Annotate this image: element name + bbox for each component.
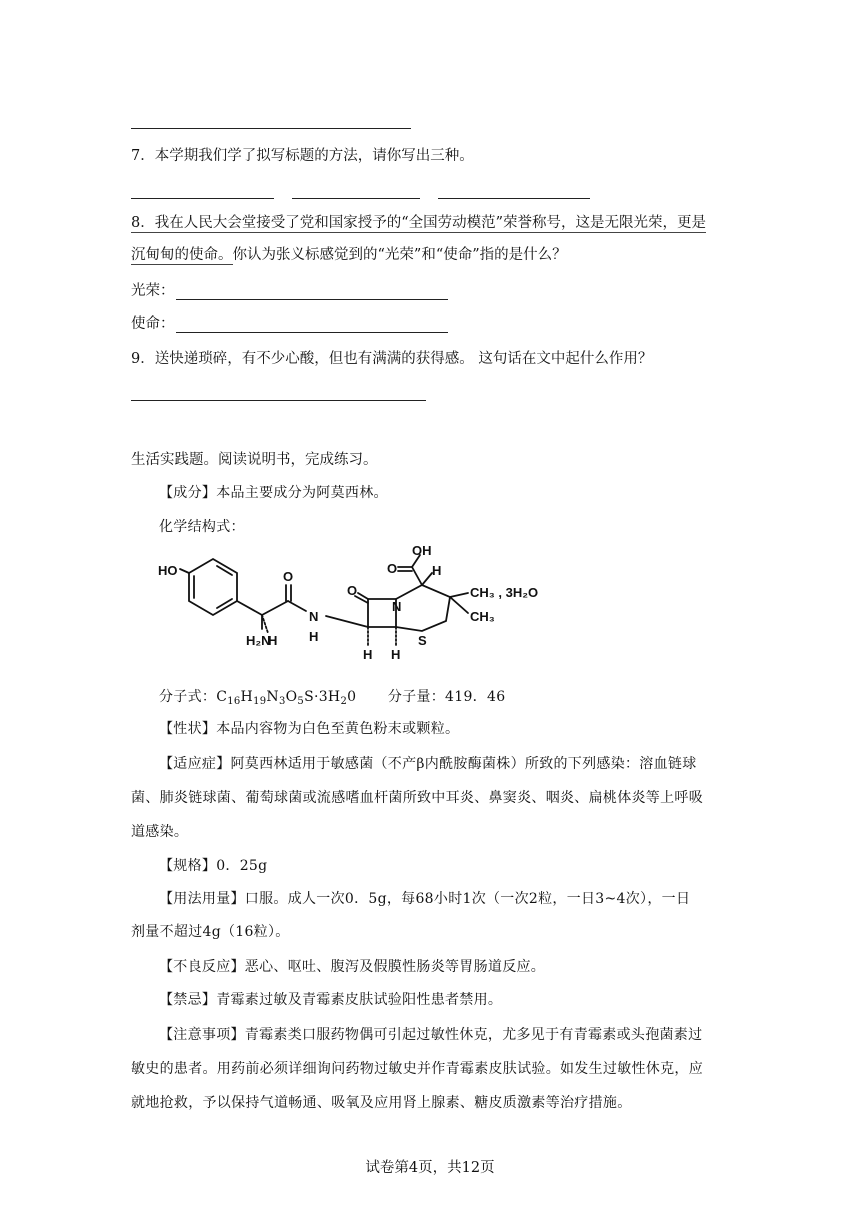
question-8-prompt: 你认为张义标感觉到的“光荣”和“使命”指的是什么？ [232,247,567,263]
bond-carbonyl-n [288,601,306,611]
answer-line-glory [176,298,448,300]
leaflet-spec: 【规格】0．25g [159,858,268,874]
atom-o-lactam: O [347,583,358,598]
leaflet-dosage-1: 【用法用量】口服。成人一次0．5g，每68小时1次（一次2粒，一日3~4次），一日 [159,891,691,907]
leaflet-indications-2: 菌、肺炎链球菌、葡萄球菌或流感嗜血杆菌所致中耳炎、鼻窦炎、咽炎、扁桃体炎等上呼吸 [131,790,703,806]
atom-h-c5: H [391,647,401,662]
atom-n-amide: N [309,609,319,624]
leaflet-notes-1: 【注意事项】青霉素类口服药物偶可引起过敏性休克，尤多见于有青霉素或头孢菌素过 [159,1027,703,1043]
answer-line-q6 [131,127,411,129]
molecular-weight: 分子量：419．46 [387,689,506,705]
bond-c3-h [422,573,432,585]
glory-label: 光荣： [131,283,175,299]
benzene-inner-bond-2 [217,599,232,608]
atom-ch3-hydrate: CH₃ , 3H₂O [470,585,539,600]
leaflet-indications-3: 道感染。 [131,824,189,840]
leaflet-indications-1: 【适应症】阿莫西林适用于敏感菌（不产β内酰胺酶菌株）所致的下列感染：溶血链球 [159,756,697,772]
atom-n-ring: N [392,599,402,614]
question-8-quote-end: 沉甸甸的使命。 [131,247,233,263]
answer-line-q7-b [292,197,420,199]
bond-alpha-carbonyl [262,601,288,615]
bond-c3-cooh [412,567,422,585]
leaflet-appearance: 【性状】本品内容物为白色至黄色粉末或颗粒。 [159,721,460,737]
leaflet-notes-2: 敏史的患者。用药前必须详细询问药物过敏史并作青霉素皮肤试验。如发生过敏性休克，应 [131,1061,703,1077]
benzene-ring [189,559,237,615]
chemical-structure [150,545,570,675]
structure-label: 化学结构式： [159,519,245,535]
atom-o-acid: O [387,561,398,576]
leaflet-ingredients: 【成分】本品主要成分为阿莫西林。 [159,485,388,501]
bond-n-c6 [326,616,368,627]
mission-label: 使命： [131,316,175,332]
atom-h-alpha: H [268,633,278,648]
answer-line-q9 [131,399,426,401]
answer-line-q7-c [438,197,590,199]
atom-ho: HO [158,563,178,578]
question-9: 9．送快递琐碎，有不少心酸，但也有满满的获得感。 这句话在文中起什么作用？ [131,351,653,367]
question-8-line-2 [131,245,567,265]
leaflet-dosage-2: 剂量不超过4g（16粒）。 [131,924,290,940]
molecular-formula: 分子式：$C_{16}H_{19}N_3O_5S\cdot 3H_20$ 分子量：419．46 [159,689,506,707]
leaflet-notes-3: 就地抢救，予以保持气道畅通、吸氧及应用肾上腺素、糖皮质激素等治疗措施。 [131,1095,632,1111]
bond-c2-ch3-a [450,593,468,597]
question-8-quote: 8．我在人民大会堂接受了党和国家授予的“全国劳动模范”荣誉称号，这是无限光荣，更是 [131,215,707,231]
benzene-inner-bond-1 [217,566,232,575]
atom-o-amide: O [283,569,294,584]
page-footer: 试卷第4页，共12页 [365,1160,495,1176]
leaflet-adverse: 【不良反应】恶心、呕吐、腹泻及假膜性肠炎等胃肠道反应。 [159,959,546,975]
leaflet-contra: 【禁忌】青霉素过敏及青霉素皮肤试验阳性患者禁用。 [159,992,503,1008]
bond-ring-alpha [237,601,262,615]
atom-h-c3: H [432,563,442,578]
section-intro: 生活实践题。阅读说明书，完成练习。 [131,452,378,468]
question-7: 7．本学期我们学了拟写标题的方法，请你写出三种。 [131,148,474,164]
atom-s: S [418,633,427,648]
answer-line-q7-a [131,197,274,199]
atom-h2n: H₂N [246,633,271,648]
bond-ho [180,569,189,573]
atom-h-c6: H [363,647,373,662]
question-8-line-1 [131,213,706,233]
answer-line-mission [176,331,448,333]
atom-h-amide: H [309,629,319,644]
atom-ch3: CH₃ [470,609,495,624]
atom-oh: OH [412,545,432,558]
bond-c2-ch3-b [450,597,468,613]
thiazolidine-ring [396,585,450,631]
